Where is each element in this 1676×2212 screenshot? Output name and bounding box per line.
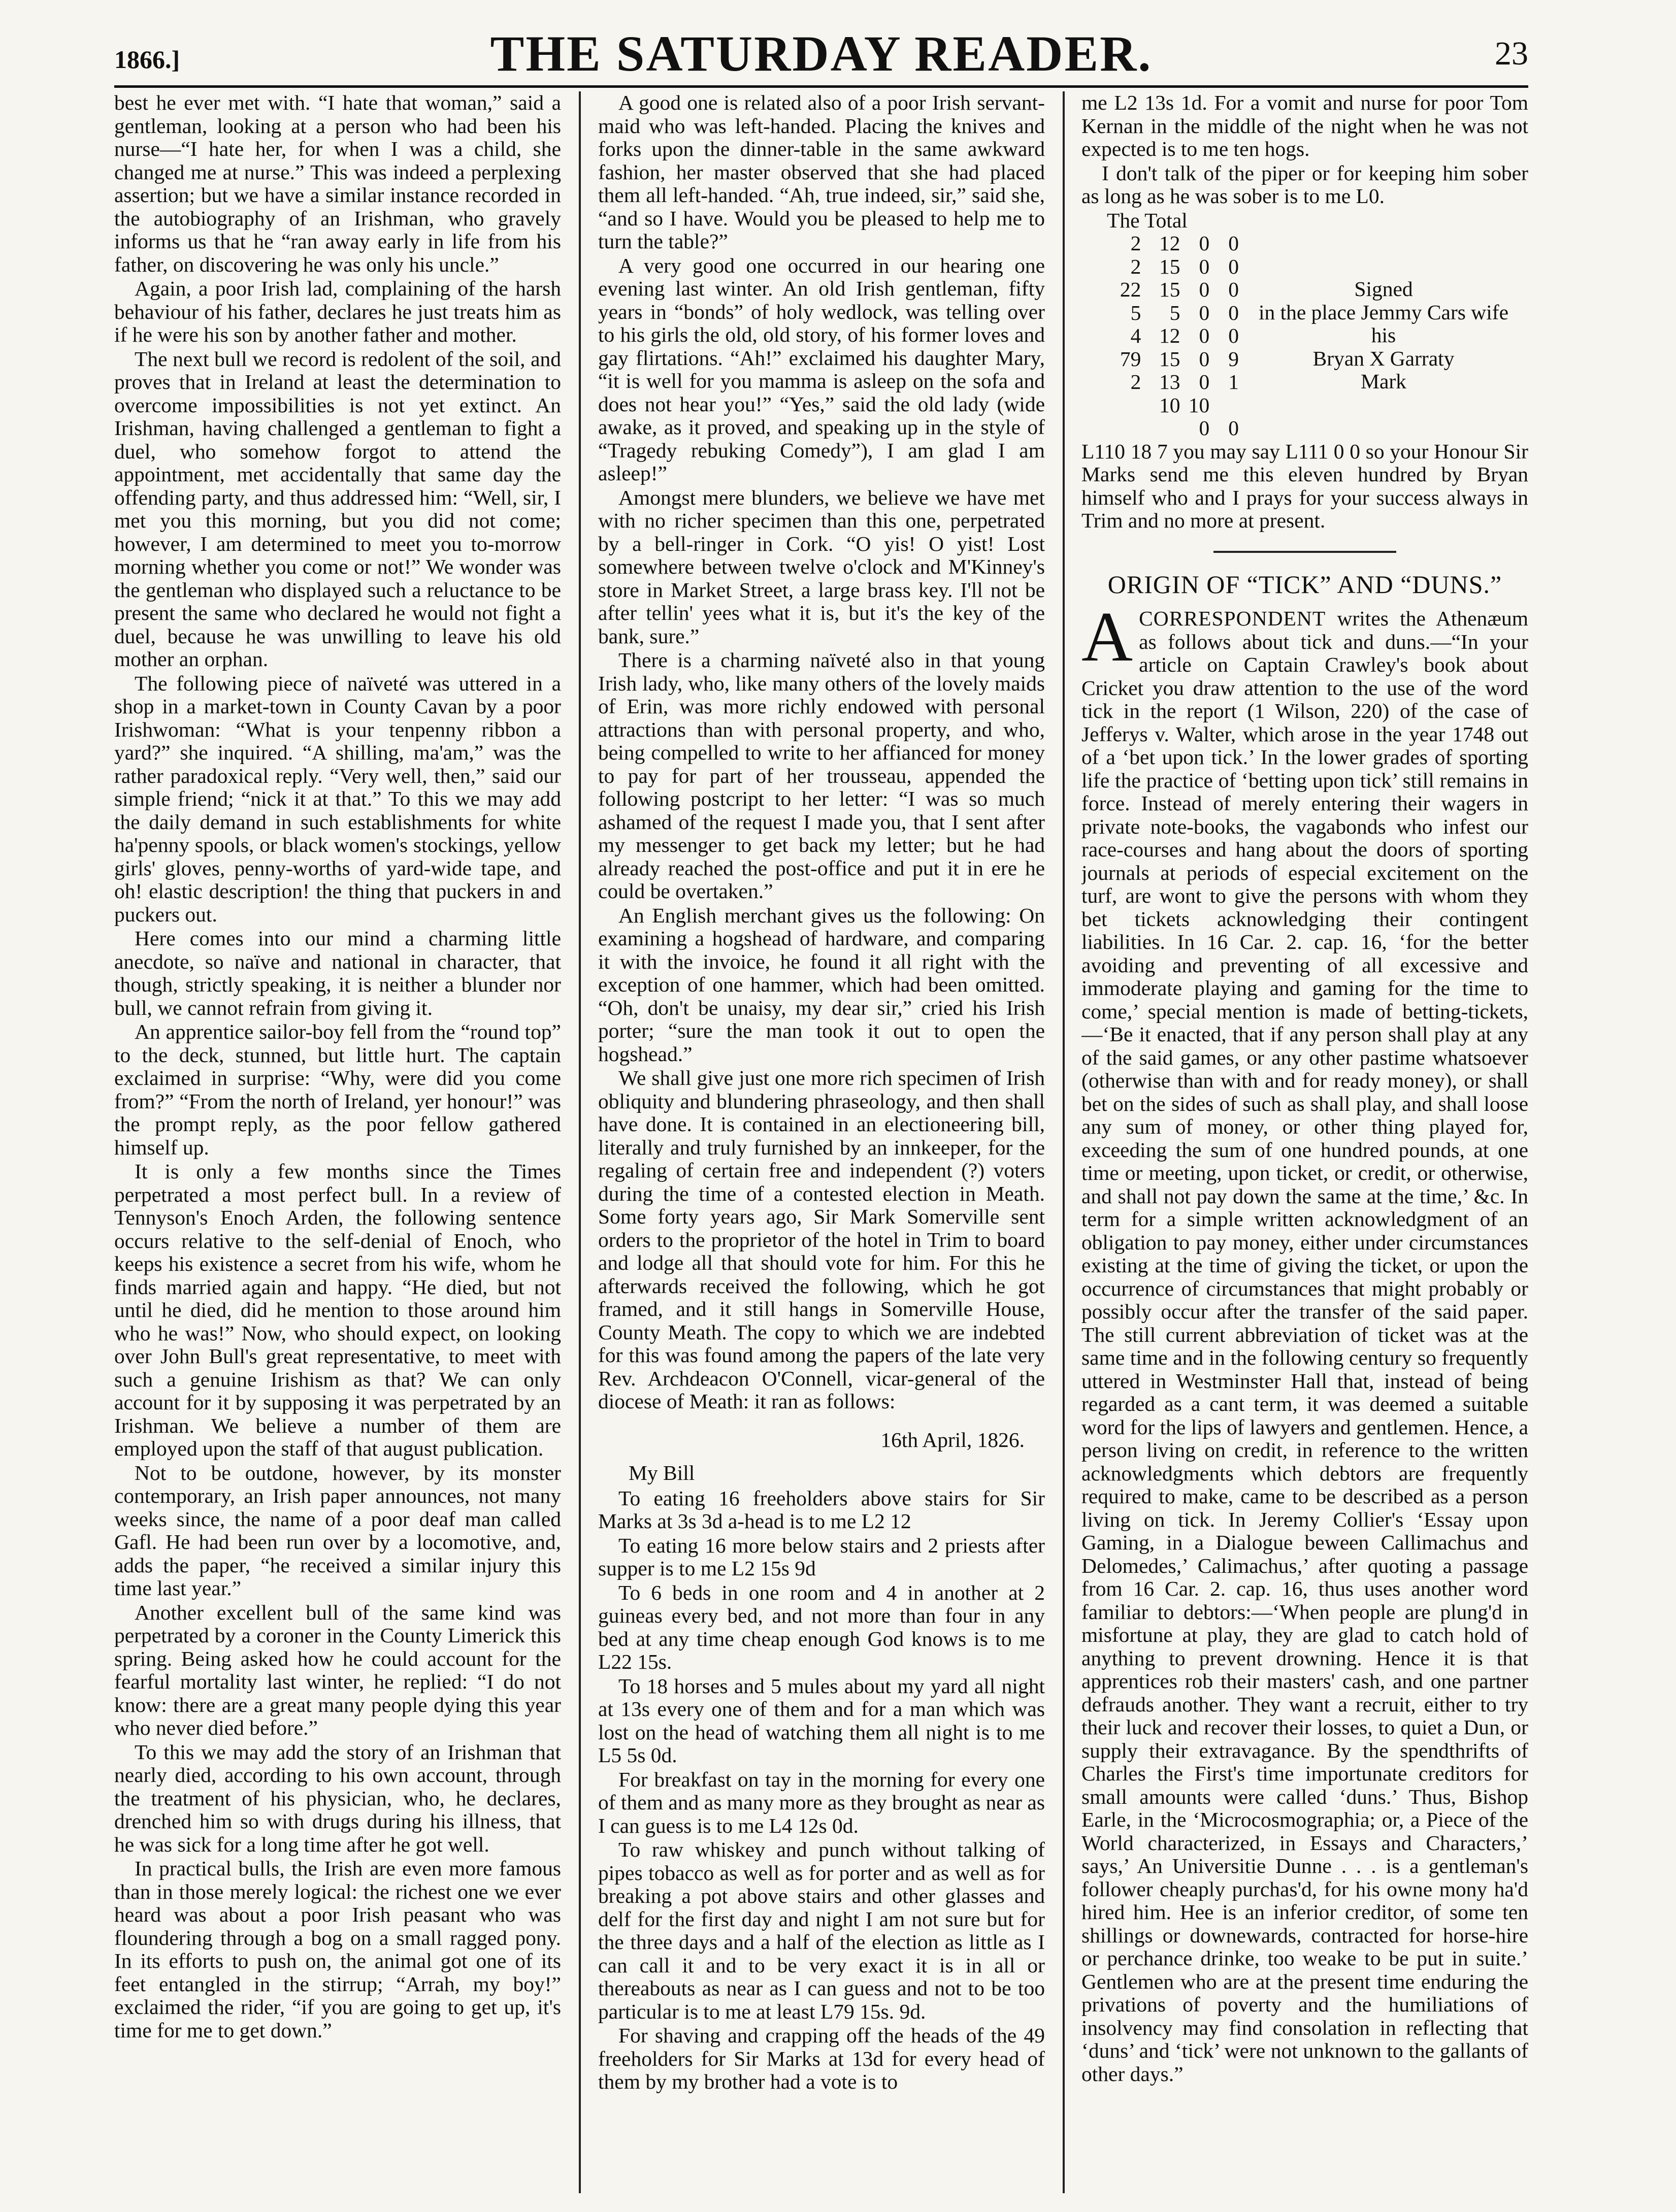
masthead [114, 24, 1528, 88]
article-paragraph: The following piece of naïveté was uttered in a shop in a market-town in County Cavan by a poor Irishwoman: “What is your tenpenny ribbon a yard?” she inquired. “A shilling, ma'am,” was the rather paradoxical reply. “Very well, then,” said our simple friend; “nick it at that.” To this we may add the daily demand in such establishments for white ha'penny spools, or black women's stockings, yellow girls' gloves, penny-worths of yard-wide tape, and oh! elastic description! the thing that puckers in and puckers out. [114, 671, 561, 926]
total-cell: 15 [1159, 278, 1180, 301]
total-cell: 0 [1228, 416, 1239, 440]
total-cell: 79 [1120, 347, 1141, 371]
total-cell [1107, 394, 1141, 417]
total-cell: 0 [1199, 347, 1210, 371]
total-cell: 0 [1228, 278, 1239, 301]
column-3 [1081, 91, 1528, 2183]
bill-totals [1107, 232, 1528, 440]
bill-item: For shaving and crapping off the heads of the 49 freeholders for Sir Marks at 13d for every head of them by my brother had a vote is to [598, 2024, 1045, 2093]
article-paragraph: The next bull we record is redolent of the soil, and proves that in Ireland at least the determination to overcome impossibilities is not yet extinct. An Irishman, having challenged a gentleman to fight a duel, who somehow forgot to attend the appointment, met accidentally that same day the offending party, and thus addressed him: “Well, sir, I met you this morning, but you did not come; however, I am determined to meet you to-morrow morning whether you come or not!” We wonder was the gentleman who displayed such a reluctance to be present the same who declared he would not fight a duel, because he was unwilling to leave his old mother an orphan. [114, 347, 561, 671]
bill-item: To 18 horses and 5 mules about my yard all night at 13s every one of them and for a man which was lost on the head of watching them all night is to me L5 5s 0d. [598, 1674, 1045, 1767]
total-cell [1107, 417, 1141, 440]
paragraph-text: writes the Athenæum as follows about tick and duns.—“In your article on Captain Crawley's book about Cricket you draw attention to the use of the word tick in the report (1 Wilson, 220) of the case of Jefferys v. Walter, which arose in the year 1748 out of a ‘bet upon tick.’ In the lower grades of sporting life the practice of ‘betting upon tick’ still remains in force. Instead of merely entering their wagers in private note-books, the vagabonds who infest our race-courses and hang about the doors of sporting journals at periods of especial excitement on the turf, are wont to give the persons with whom they bet tickets acknowledging their contingent liabilities. In 16 Car. 2. cap. 16, ‘for the better avoiding and preventing of all excessive and immoderate playing and gaming for the time to come,’ special mention is made of betting-tickets,—‘Be it enacted, that if any person shall play at any of the said games, or any other pastime whatsoever (otherwise than with and for ready money), or shall bet on the sides of such as shall play, and shall loose any sum of money, or other thing played for, exceeding the sum of one hundred pounds, at one time or meeting, upon ticket, or credit, or otherwise, and shall not pay down the same at the time,’ &c. In term for a simple written acknowledgment of an obligation to pay money, either under circumstances existing at the time of giving the ticket, or upon the occurrence of circumstances that might probably or possibly occur after the transfer of the said paper. The still current abbreviation of ticket was at the same time and in the following century so frequently uttered in Westminster Hall that, instead of being regarded as a cant term, it was deemed a suitable word for the lips of lawyers and gentlemen. Hence, a person living on credit, in reference to the written acknowledgments which debtors are frequently required to make, came to be described as a person living on tick. In Jeremy Collier's ‘Essay upon Gaming, in a Dialogue beween Callimachus and Delomedes,’ Calimachus,’ after quoting a passage from 16 Car. 2. cap. 16, thus uses another word familiar to debtors:—‘When people are plung'd in misfortune at play, they are glad to catch hold of anything to prevent drowning. Hence it is that apprentices rob their masters' cash, and one partner defrauds another. They want a recruit, either to try their luck and recover their losses, to quiet a Dun, or supply their extravagance. By the spendthrifts of Charles the First's time importunate creditors for small amounts were called ‘duns.’ Thus, Bishop Earle, in the ‘Microcosmographia; or, a Piece of the World characterized, in Essays and Characters,’ says,’ An Universitie Dunne . . . is a gentleman's follower cheaply purchas'd, for his owne mony ha'd hired him. Hee is an inferior creditor, of some ten shillings or downewards, contracted for horse-hire or perchance drinke, too weake to be put in suite.’ Gentlemen who are at the present time enduring the privations of poverty and the humiliations of insolvency may find consolation in reflecting that ‘duns’ and ‘tick’ were not unknown to the gallants of other days.” [1081, 607, 1528, 2086]
bill-date: 16th April, 1826. [880, 1428, 1025, 1451]
total-cell: 4 [1130, 324, 1141, 347]
article-paragraph: There is a charming naïveté also in that young Irish lady, who, like many others of the lovely maids of Erin, was more richly endowed with personal attractions than with personal property, and who, being compelled to write to her affianced for money to pay for part of her trousseau, appended the following postcript to her letter: “I was so much ashamed of the request I made you, that I sent after my messenger to get back my letter; but he had already reached the post-office and put it in ere he could be overtaken.” [598, 648, 1045, 903]
total-cell: 12 [1159, 324, 1180, 347]
bill-heading: My Bill [629, 1461, 695, 1484]
page-number: 23 [1495, 35, 1528, 72]
total-cell: 2 [1130, 232, 1141, 255]
total-row [1107, 394, 1239, 417]
total-cell: 12 [1159, 232, 1180, 255]
section-title: ORIGIN OF “TICK” AND “DUNS.” [1107, 570, 1502, 599]
total-cell: 13 [1159, 370, 1180, 393]
total-row [1107, 232, 1239, 255]
column-2 [598, 91, 1045, 2183]
signature-line: Bryan X Garraty [1312, 346, 1455, 370]
article-paragraph: Not to be outdone, however, by its monster contemporary, an Irish paper announces, not many weeks since, the name of a poor deaf man called Gafl. He had been run over by a locomotive, and, adds the paper, “he received a similar injury this time last year.” [114, 1461, 561, 1600]
lead-words: CORRESPONDENT [1139, 607, 1326, 630]
article-paragraph: Again, a poor Irish lad, complaining of the harsh behaviour of his father, declares he just treats him as if he were his son by another father and mother. [114, 277, 561, 346]
total-cell: 0 [1199, 301, 1210, 324]
total-cell: 15 [1159, 347, 1180, 371]
bill-item: To 6 beds in one room and 4 in another at 2 guineas every bed, and not more than four in any bed at any time cheap enough God knows is to me L22 15s. [598, 1580, 1045, 1673]
article-paragraph: An English merchant gives us the following: On examining a hogshead of hardware, and comparing it with the invoice, he found it all right with the exception of one hammer, which had been omitted. “Oh, don't be unaisy, my dear sir,” cried his Irish porter; “sure the man took it out to open the hogshead.” [598, 903, 1045, 1066]
signature-line: Mark [1361, 370, 1406, 393]
bill-item: To eating 16 freeholders above stairs for Sir Marks at 3s 3d a-head is to me L2 12 [598, 1486, 1045, 1533]
bill-item: For breakfast on tay in the morning for every one of them and as many more as they brought as near as I can guess is to me L4 12s 0d. [598, 1767, 1045, 1837]
total-cell [1209, 394, 1239, 417]
total-cell: 5 [1169, 301, 1180, 324]
total-cell: 2 [1130, 370, 1141, 393]
total-cell: 0 [1199, 254, 1210, 278]
total-row [1107, 255, 1239, 279]
article-paragraph [1081, 598, 1528, 2086]
article-paragraph: In practical bulls, the Irish are even more famous than in those merely logical: the richest one we ever heard was about a poor Irish peasant who was floundering through a bog on a small ragged pony. In its efforts to push on, the animal got one of its feet entangled in the stirrup; “Arrah, my boy!” exclaimed the rider, “if you are going to get up, it's time for me to get down.” [114, 1857, 561, 2042]
total-row [1107, 278, 1239, 302]
drop-cap: A [1081, 598, 1133, 676]
article-paragraph: To this we may add the story of an Irishman that nearly died, according to his own account, through the treatment of his physician, who, he declares, drenched him so with drugs during his illness, that he was sick for a long time after he got well. [114, 1740, 561, 1856]
article-paragraph: A good one is related also of a poor Irish servant-maid who was left-handed. Placing the knives and forks upon the dinner-table in the same awkward fashion, her master observed that she had placed them all left-handed. “Ah, true indeed, sir,” said she, “and so I have. Would you be pleased to help me to turn the table?” [598, 91, 1045, 253]
article-paragraph: We shall give just one more rich specimen of Irish obliquity and blundering phraseology, and then shall have done. It is contained in an electioneering bill, literally and truly furnished by an innkeeper, for the regaling of certain free and independent (?) voters during the time of a contested election in Meath. Some forty years ago, Sir Mark Somerville sent orders to the proprietor of the hotel in Trim to board and lodge all that should vote for him. For this he afterwards received the following, which he got framed, and it still hangs in Somerville House, County Meath. The copy to which we are indebted for this was found among the papers of the late very Rev. Archdeacon O'Connell, vicar-general of the diocese of Meath: it ran as follows: [598, 1066, 1045, 1413]
total-cell: 0 [1199, 278, 1210, 301]
total-cell: 2 [1130, 254, 1141, 278]
article-paragraph: L110 18 7 you may say L111 0 0 so your Honour Sir Marks send me this eleven hundred by Bryan himself who and I prays for your success always in Trim and no more at present. [1081, 439, 1528, 532]
signature-line: in the place Jemmy Cars wife [1258, 300, 1509, 324]
section-divider [1213, 551, 1396, 553]
total-cell: 0 [1228, 301, 1239, 324]
article-paragraph: best he ever met with. “I hate that woman,” said a gentleman, looking at a person who had been his nurse—“I hate her, for when I was a child, she changed me at nurse.” This was indeed a perplexing assertion; but we have a similar instance recorded in the autobiography of an Irishman, who gravely informs us that he “ran away early in life from his father, on discovering he was only his uncle.” [114, 91, 561, 276]
signature-line: Signed [1354, 277, 1413, 301]
article-paragraph: me L2 13s 1d. For a vomit and nurse for poor Tom Kernan in the middle of the night when he was not expected is to me ten hogs. [1081, 91, 1528, 160]
publication-title: THE SATURDAY READER. [490, 25, 1153, 82]
total-row [1107, 417, 1239, 440]
bill-item: To raw whiskey and punch without talking of pipes tobacco as well as for porter and as well as for breaking a pot above stairs and other glasses and delf for the first day and night I am not sure but for the three days and a half of the election as little as I can call it and to be very exact it is in all or thereabouts as near as I can guess and not to be too particular is to me at least L79 15s. 9d. [598, 1838, 1045, 2023]
article-paragraph: An apprentice sailor-boy fell from the “round top” to the deck, stunned, but little hurt. The captain exclaimed in surprise: “Why, were did you come from?” “From the north of Ireland, yer honour!” was the prompt reply, as the poor fellow gathered himself up. [114, 1020, 561, 1159]
total-cell: 9 [1228, 347, 1239, 371]
column-1 [114, 91, 561, 2183]
article-paragraph: Amongst mere blunders, we believe we have met with no richer specimen than this one, perpetrated by a bell-ringer in Cork. “O yis! O yist! Lost somewhere between twelve o'clock and M'Kinney's store in Market Street, a large brass key. I'll not be after tellin' yees what it is, but it's the key of the bank, sure.” [598, 485, 1045, 648]
issue-date: 1866.] [114, 45, 180, 74]
total-cell: 15 [1159, 254, 1180, 278]
bill-item: To eating 16 more below stairs and 2 priests after supper is to me L2 15s 9d [598, 1533, 1045, 1580]
article-paragraph: I don't talk of the piper or for keeping him sober as long as he was sober is to me L0. [1081, 161, 1528, 208]
column-rule [579, 91, 581, 2193]
total-row [1107, 371, 1239, 394]
signature-block [1239, 232, 1528, 440]
total-cell: 0 [1228, 324, 1239, 347]
total-row [1107, 302, 1239, 325]
total-cell: 0 [1228, 232, 1239, 255]
signature-line: his [1371, 323, 1396, 347]
totals-column [1107, 232, 1239, 440]
total-label: The Total [1107, 208, 1188, 232]
total-row [1107, 324, 1239, 348]
total-cell [1141, 417, 1180, 440]
total-row [1107, 348, 1239, 371]
total-cell: 1 [1228, 370, 1239, 393]
column-rule [1063, 91, 1065, 2193]
total-cell: 0 [1199, 416, 1210, 440]
total-cell: 10 [1188, 393, 1210, 417]
article-paragraph: Another excellent bull of the same kind was perpetrated by a coroner in the County Limerick this spring. Being asked how he could account for the fearful mortality last winter, he replied: “I do not know: there are a great many people dying this year who never died before.” [114, 1600, 561, 1739]
total-cell: 22 [1120, 278, 1141, 301]
total-cell: 0 [1199, 232, 1210, 255]
total-cell: 0 [1228, 254, 1239, 278]
total-cell: 5 [1130, 301, 1141, 324]
total-cell: 0 [1199, 324, 1210, 347]
total-cell: 10 [1159, 393, 1180, 417]
article-paragraph: Here comes into our mind a charming little anecdote, so naïve and national in character, that though, strictly speaking, it is neither a blunder nor bull, we cannot refrain from giving it. [114, 927, 561, 1019]
total-cell: 0 [1199, 370, 1210, 393]
article-paragraph: It is only a few months since the Times perpetrated a most perfect bull. In a review of Tennyson's Enoch Arden, the following sentence occurs relative to the self-denial of Enoch, who keeps his existence a secret from his wife, whom he finds married again and happy. “He died, but not until he died, did he mention to those around him who he was!” Now, who should expect, on looking over John Bull's great representative, to meet with such a genuine Irishism as that? We can only account for it by supposing it was perpetrated by an Irishman. We believe a number of them are employed upon the staff of that august publication. [114, 1160, 561, 1460]
article-paragraph: A very good one occurred in our hearing one evening last winter. An old Irish gentleman, fifty years in “bonds” of holy wedlock, was telling over to his girls the old, old story, of his former loves and gay flirtations. “Ah!” exclaimed his daughter Mary, “it is well for you mamma is asleep on the sofa and does not hear you!” “Yes,” said the old lady (wide awake, as it proved, and speaking up in the style of “Tragedy rebuking Comedy”), I am glad I am asleep!” [598, 253, 1045, 485]
